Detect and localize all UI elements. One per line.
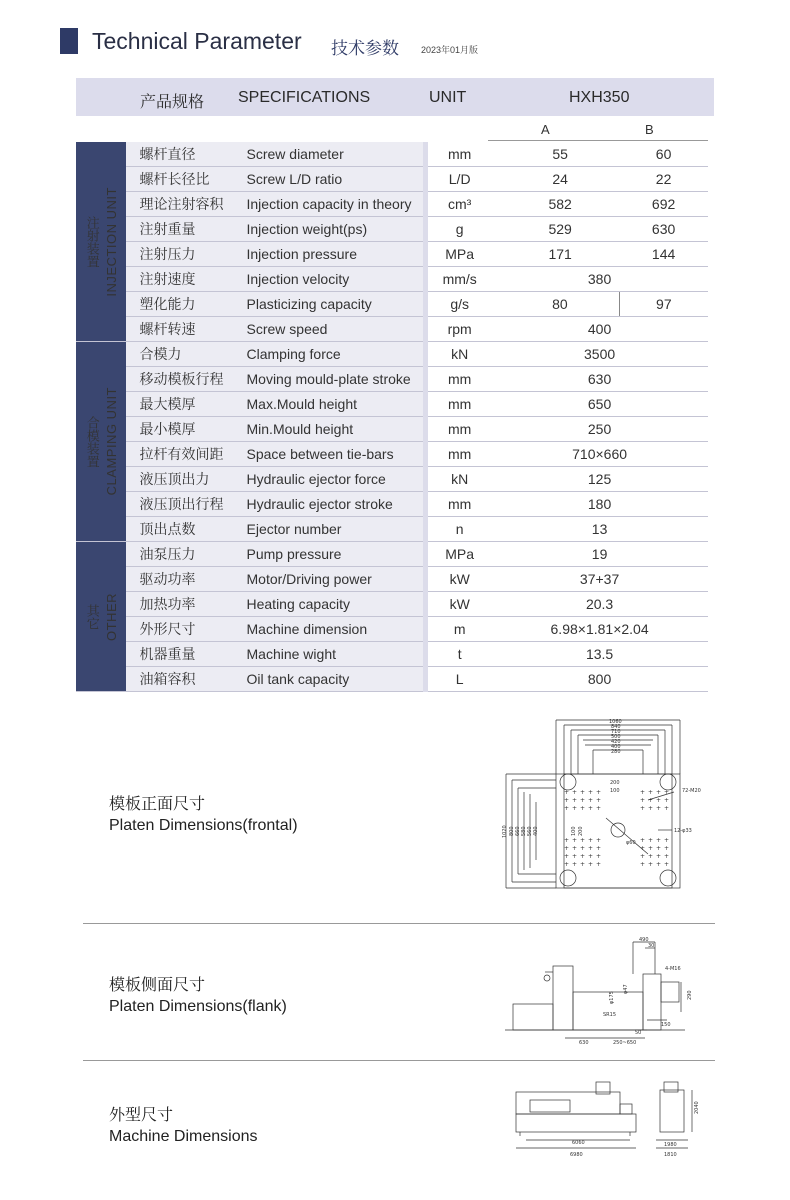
- param-name-en: Oil tank capacity: [239, 667, 426, 692]
- param-unit: mm: [426, 417, 491, 442]
- spec-row: [76, 617, 708, 642]
- platen-hole-mark: +: [580, 797, 586, 804]
- spec-row: [76, 242, 708, 267]
- page-title: Technical Parameter: [92, 28, 302, 54]
- col-a-label: A: [541, 122, 550, 137]
- version-label: 2023年01月版: [421, 45, 479, 55]
- spec-row: [76, 517, 708, 542]
- machine-dim-6060: 6060: [572, 1140, 585, 1146]
- flank-dim-490: 490: [639, 937, 649, 943]
- section-injection: [76, 142, 126, 342]
- frontal-callout-60: φ60: [626, 840, 636, 846]
- flank-dim-sr15: SR15: [603, 1012, 617, 1018]
- platen-hole-mark: +: [648, 797, 654, 804]
- param-value: 380: [491, 267, 708, 292]
- platen-hole-mark: +: [664, 845, 670, 852]
- param-name-en: Hydraulic ejector stroke: [239, 492, 426, 517]
- spec-row: [76, 667, 708, 692]
- machine-drawing: [510, 1078, 710, 1162]
- param-value: 250: [491, 417, 708, 442]
- platen-hole-mark: +: [564, 805, 570, 812]
- platen-hole-mark: +: [640, 797, 646, 804]
- platen-hole-mark: +: [588, 837, 594, 844]
- param-name-cn: 螺杆转速: [126, 317, 239, 342]
- param-unit: rpm: [426, 317, 491, 342]
- param-name-en: Clamping force: [239, 342, 426, 367]
- machine-label-cn: 外型尺寸: [109, 1107, 174, 1124]
- spec-header-model: HXH350: [569, 89, 630, 106]
- param-value-a: 529: [491, 217, 619, 242]
- title-marker: [60, 28, 78, 54]
- platen-hole-mark: +: [640, 789, 646, 796]
- page-title-cn: 技术参数: [331, 39, 399, 58]
- platen-hole-mark: +: [648, 789, 654, 796]
- platen-hole-mark: +: [588, 845, 594, 852]
- frontal-dim-400: 400: [611, 744, 621, 750]
- frontal-side-800: 800: [509, 826, 515, 836]
- param-unit: mm: [426, 367, 491, 392]
- frontal-small-200: 200: [578, 826, 584, 836]
- section-injection-cn: 注射装置: [84, 215, 100, 268]
- spec-table: [76, 142, 708, 692]
- platen-hole-mark: +: [572, 861, 578, 868]
- spec-row: [76, 567, 708, 592]
- param-name-cn: 驱动功率: [126, 567, 239, 592]
- param-name-cn: 液压顶出行程: [126, 492, 239, 517]
- frontal-label: [109, 791, 298, 835]
- frontal-callout-33: 12-φ33: [674, 828, 692, 834]
- platen-hole-mark: +: [648, 845, 654, 852]
- spec-row: [76, 267, 708, 292]
- param-name-cn: 油箱容积: [126, 667, 239, 692]
- spec-row: [76, 492, 708, 517]
- flank-dim-175: φ175: [609, 991, 615, 1004]
- param-value: 13.5: [491, 642, 708, 667]
- flank-label: [109, 972, 287, 1016]
- param-name-cn: 拉杆有效间距: [126, 442, 239, 467]
- platen-hole-mark: +: [596, 837, 602, 844]
- platen-hole-mark: +: [664, 861, 670, 868]
- param-name-en: Space between tie-bars: [239, 442, 426, 467]
- param-name-en: Screw speed: [239, 317, 426, 342]
- param-value-b: 97: [619, 292, 708, 317]
- spec-header-cn: 产品规格: [140, 94, 205, 111]
- param-unit: m: [426, 617, 491, 642]
- spec-row: [76, 192, 708, 217]
- spec-header: [76, 78, 714, 116]
- platen-hole-mark: +: [564, 861, 570, 868]
- platen-hole-mark: +: [572, 797, 578, 804]
- param-unit: mm: [426, 492, 491, 517]
- param-value-b: 22: [619, 167, 708, 192]
- param-name-cn: 机器重量: [126, 642, 239, 667]
- param-name-cn: 注射重量: [126, 217, 239, 242]
- divider-2: [83, 1060, 715, 1061]
- spec-row: [76, 417, 708, 442]
- frontal-drawing: [498, 718, 710, 893]
- platen-hole-mark: +: [580, 805, 586, 812]
- section-other-en: OTHER: [103, 592, 119, 641]
- param-value-a: 24: [491, 167, 619, 192]
- param-value-b: 630: [619, 217, 708, 242]
- param-unit: g/s: [426, 292, 491, 317]
- platen-hole-mark: +: [664, 853, 670, 860]
- spec-header-en: SPECIFICATIONS: [238, 89, 371, 106]
- platen-hole-mark: +: [564, 797, 570, 804]
- ab-subheader: [76, 118, 714, 140]
- param-name-en: Screw L/D ratio: [239, 167, 426, 192]
- param-name-cn: 移动模板行程: [126, 367, 239, 392]
- platen-hole-mark: +: [648, 861, 654, 868]
- platen-hole-mark: +: [656, 805, 662, 812]
- platen-hole-mark: +: [664, 789, 670, 796]
- flank-label-en: Platen Dimensions(flank): [109, 998, 287, 1015]
- frontal-side-580: 580: [521, 826, 527, 836]
- flank-dim-150: 150: [661, 1022, 671, 1028]
- frontal-side-1020: 1020: [502, 825, 508, 838]
- section-clamping-cn: 合模装置: [84, 415, 100, 468]
- platen-hole-mark: +: [580, 845, 586, 852]
- platen-hole-mark: +: [572, 845, 578, 852]
- frontal-dim-200: 200: [610, 780, 620, 786]
- platen-hole-mark: +: [572, 789, 578, 796]
- param-name-cn: 注射速度: [126, 267, 239, 292]
- platen-hole-mark: +: [572, 853, 578, 860]
- spec-row: [76, 342, 708, 367]
- param-value-b: 144: [619, 242, 708, 267]
- param-value: 125: [491, 467, 708, 492]
- param-unit: mm: [426, 142, 491, 167]
- platen-hole-mark: +: [656, 797, 662, 804]
- platen-hole-mark: +: [664, 797, 670, 804]
- param-name-en: Heating capacity: [239, 592, 426, 617]
- platen-hole-mark: +: [656, 853, 662, 860]
- param-name-cn: 螺杆直径: [126, 142, 239, 167]
- platen-hole-mark: +: [596, 797, 602, 804]
- platen-hole-mark: +: [596, 861, 602, 868]
- param-unit: MPa: [426, 542, 491, 567]
- spec-row: [76, 642, 708, 667]
- section-clamping-en: CLAMPING UNIT: [103, 387, 119, 496]
- param-name-cn: 最小模厚: [126, 417, 239, 442]
- platen-hole-mark: +: [640, 837, 646, 844]
- platen-hole-mark: +: [596, 789, 602, 796]
- param-unit: L/D: [426, 167, 491, 192]
- param-value-a: 55: [491, 142, 619, 167]
- frontal-side-560: 560: [527, 826, 533, 836]
- param-unit: L: [426, 667, 491, 692]
- param-unit: mm: [426, 392, 491, 417]
- param-unit: kW: [426, 567, 491, 592]
- param-unit: mm: [426, 442, 491, 467]
- ab-underline: [488, 140, 708, 141]
- param-name-en: Motor/Driving power: [239, 567, 426, 592]
- platen-hole-mark: +: [572, 805, 578, 812]
- platen-hole-mark: +: [580, 789, 586, 796]
- param-name-en: Machine dimension: [239, 617, 426, 642]
- param-name-cn: 理论注射容积: [126, 192, 239, 217]
- param-value-b: 692: [619, 192, 708, 217]
- frontal-dim-420: 420: [611, 739, 621, 745]
- param-name-cn: 加热功率: [126, 592, 239, 617]
- flank-dim-47: φ47: [623, 984, 629, 994]
- param-value-b: 60: [619, 142, 708, 167]
- machine-label-en: Machine Dimensions: [109, 1128, 258, 1145]
- spec-row: [76, 167, 708, 192]
- platen-hole-mark: +: [656, 861, 662, 868]
- param-value: 180: [491, 492, 708, 517]
- platen-hole-mark: +: [580, 861, 586, 868]
- param-name-cn: 外形尺寸: [126, 617, 239, 642]
- platen-hole-mark: +: [572, 837, 578, 844]
- frontal-dim-280: 280: [611, 749, 621, 755]
- param-name-en: Moving mould-plate stroke: [239, 367, 426, 392]
- param-name-en: Max.Mould height: [239, 392, 426, 417]
- platen-hole-mark: +: [564, 853, 570, 860]
- param-value: 19: [491, 542, 708, 567]
- frontal-label-en: Platen Dimensions(frontal): [109, 817, 298, 834]
- spec-row: [76, 142, 708, 167]
- param-value: 710×660: [491, 442, 708, 467]
- param-name-en: Pump pressure: [239, 542, 426, 567]
- platen-hole-mark: +: [596, 853, 602, 860]
- param-unit: n: [426, 517, 491, 542]
- param-value: 650: [491, 392, 708, 417]
- param-name-cn: 最大模厚: [126, 392, 239, 417]
- param-value: 20.3: [491, 592, 708, 617]
- frontal-dim-500: 500: [611, 734, 621, 740]
- param-unit: kN: [426, 342, 491, 367]
- param-value-a: 80: [491, 292, 619, 317]
- spec-row: [76, 392, 708, 417]
- spec-row: [76, 592, 708, 617]
- frontal-dim-100: 100: [610, 788, 620, 794]
- frontal-small-100: 100: [571, 826, 577, 836]
- param-name-en: Injection capacity in theory: [239, 192, 426, 217]
- platen-hole-mark: +: [588, 853, 594, 860]
- flank-dim-630: 630: [579, 1040, 589, 1046]
- platen-hole-mark: +: [656, 845, 662, 852]
- spec-header-unit: UNIT: [429, 89, 467, 106]
- platen-hole-mark: +: [640, 853, 646, 860]
- param-value: 13: [491, 517, 708, 542]
- param-value-a: 582: [491, 192, 619, 217]
- platen-hole-mark: +: [596, 845, 602, 852]
- param-name-en: Injection velocity: [239, 267, 426, 292]
- platen-hole-mark: +: [580, 853, 586, 860]
- param-name-en: Injection pressure: [239, 242, 426, 267]
- platen-hole-mark: +: [656, 789, 662, 796]
- param-unit: kN: [426, 467, 491, 492]
- machine-dim-6980: 6980: [570, 1152, 583, 1158]
- platen-hole-mark: +: [664, 805, 670, 812]
- param-value: 630: [491, 367, 708, 392]
- param-value: 37+37: [491, 567, 708, 592]
- platen-hole-mark: +: [588, 789, 594, 796]
- param-value-a: 171: [491, 242, 619, 267]
- param-value: 400: [491, 317, 708, 342]
- param-value: 800: [491, 667, 708, 692]
- section-clamping: [76, 342, 126, 542]
- param-name-cn: 油泵压力: [126, 542, 239, 567]
- platen-hole-mark: +: [564, 837, 570, 844]
- spec-row: [76, 542, 708, 567]
- platen-hole-mark: +: [640, 861, 646, 868]
- machine-dim-2040: 2040: [694, 1101, 700, 1114]
- platen-hole-mark: +: [640, 805, 646, 812]
- param-name-cn: 液压顶出力: [126, 467, 239, 492]
- flank-drawing: [495, 936, 707, 1052]
- spec-row: [76, 467, 708, 492]
- param-name-en: Machine wight: [239, 642, 426, 667]
- section-other: [76, 542, 126, 692]
- platen-hole-mark: +: [656, 837, 662, 844]
- param-name-cn: 顶出点数: [126, 517, 239, 542]
- spec-row: [76, 292, 708, 317]
- platen-hole-mark: +: [648, 805, 654, 812]
- flank-dim-stroke: 250~650: [613, 1040, 637, 1046]
- section-other-cn: 其它: [84, 603, 100, 630]
- spec-row: [76, 317, 708, 342]
- param-name-cn: 注射压力: [126, 242, 239, 267]
- platen-hole-mark: +: [664, 837, 670, 844]
- frontal-callout-m20: 72-M20: [682, 788, 701, 794]
- frontal-dim-710: 710: [611, 729, 621, 735]
- platen-hole-mark: +: [580, 837, 586, 844]
- param-unit: mm/s: [426, 267, 491, 292]
- param-name-en: Screw diameter: [239, 142, 426, 167]
- flank-label-cn: 模板侧面尺寸: [109, 977, 206, 994]
- frontal-side-660: 660: [515, 826, 521, 836]
- platen-hole-mark: +: [564, 845, 570, 852]
- param-name-en: Min.Mould height: [239, 417, 426, 442]
- machine-dim-1810: 1810: [664, 1152, 677, 1158]
- param-unit: t: [426, 642, 491, 667]
- platen-hole-mark: +: [640, 845, 646, 852]
- param-name-en: Injection weight(ps): [239, 217, 426, 242]
- platen-hole-mark: +: [648, 837, 654, 844]
- param-name-cn: 合模力: [126, 342, 239, 367]
- param-unit: kW: [426, 592, 491, 617]
- param-name-en: Plasticizing capacity: [239, 292, 426, 317]
- frontal-dim-840: 840: [611, 724, 621, 730]
- platen-hole-mark: +: [588, 805, 594, 812]
- param-name-en: Ejector number: [239, 517, 426, 542]
- param-unit: g: [426, 217, 491, 242]
- platen-hole-mark: +: [596, 805, 602, 812]
- machine-label: [109, 1102, 258, 1146]
- param-unit: cm³: [426, 192, 491, 217]
- param-name-en: Hydraulic ejector force: [239, 467, 426, 492]
- flank-dim-30: 30: [648, 943, 655, 949]
- col-b-label: B: [645, 122, 654, 137]
- flank-dim-m16: 4-M16: [665, 966, 681, 972]
- frontal-side-400: 400: [533, 826, 539, 836]
- platen-hole-mark: +: [588, 861, 594, 868]
- section-injection-en: INJECTION UNIT: [103, 186, 119, 297]
- spec-row: [76, 367, 708, 392]
- param-name-cn: 螺杆长径比: [126, 167, 239, 192]
- frontal-label-cn: 模板正面尺寸: [109, 796, 206, 813]
- flank-dim-50: 50: [635, 1030, 642, 1036]
- platen-hole-mark: +: [564, 789, 570, 796]
- spec-row: [76, 442, 708, 467]
- flank-dim-290: 290: [687, 990, 693, 1000]
- divider-1: [83, 923, 715, 924]
- platen-hole-mark: +: [648, 853, 654, 860]
- spec-row: [76, 217, 708, 242]
- param-unit: MPa: [426, 242, 491, 267]
- param-value: 3500: [491, 342, 708, 367]
- param-value: 6.98×1.81×2.04: [491, 617, 708, 642]
- machine-dim-1980: 1980: [664, 1142, 677, 1148]
- frontal-dim-1060: 1060: [609, 719, 622, 725]
- platen-hole-mark: +: [588, 797, 594, 804]
- param-name-cn: 塑化能力: [126, 292, 239, 317]
